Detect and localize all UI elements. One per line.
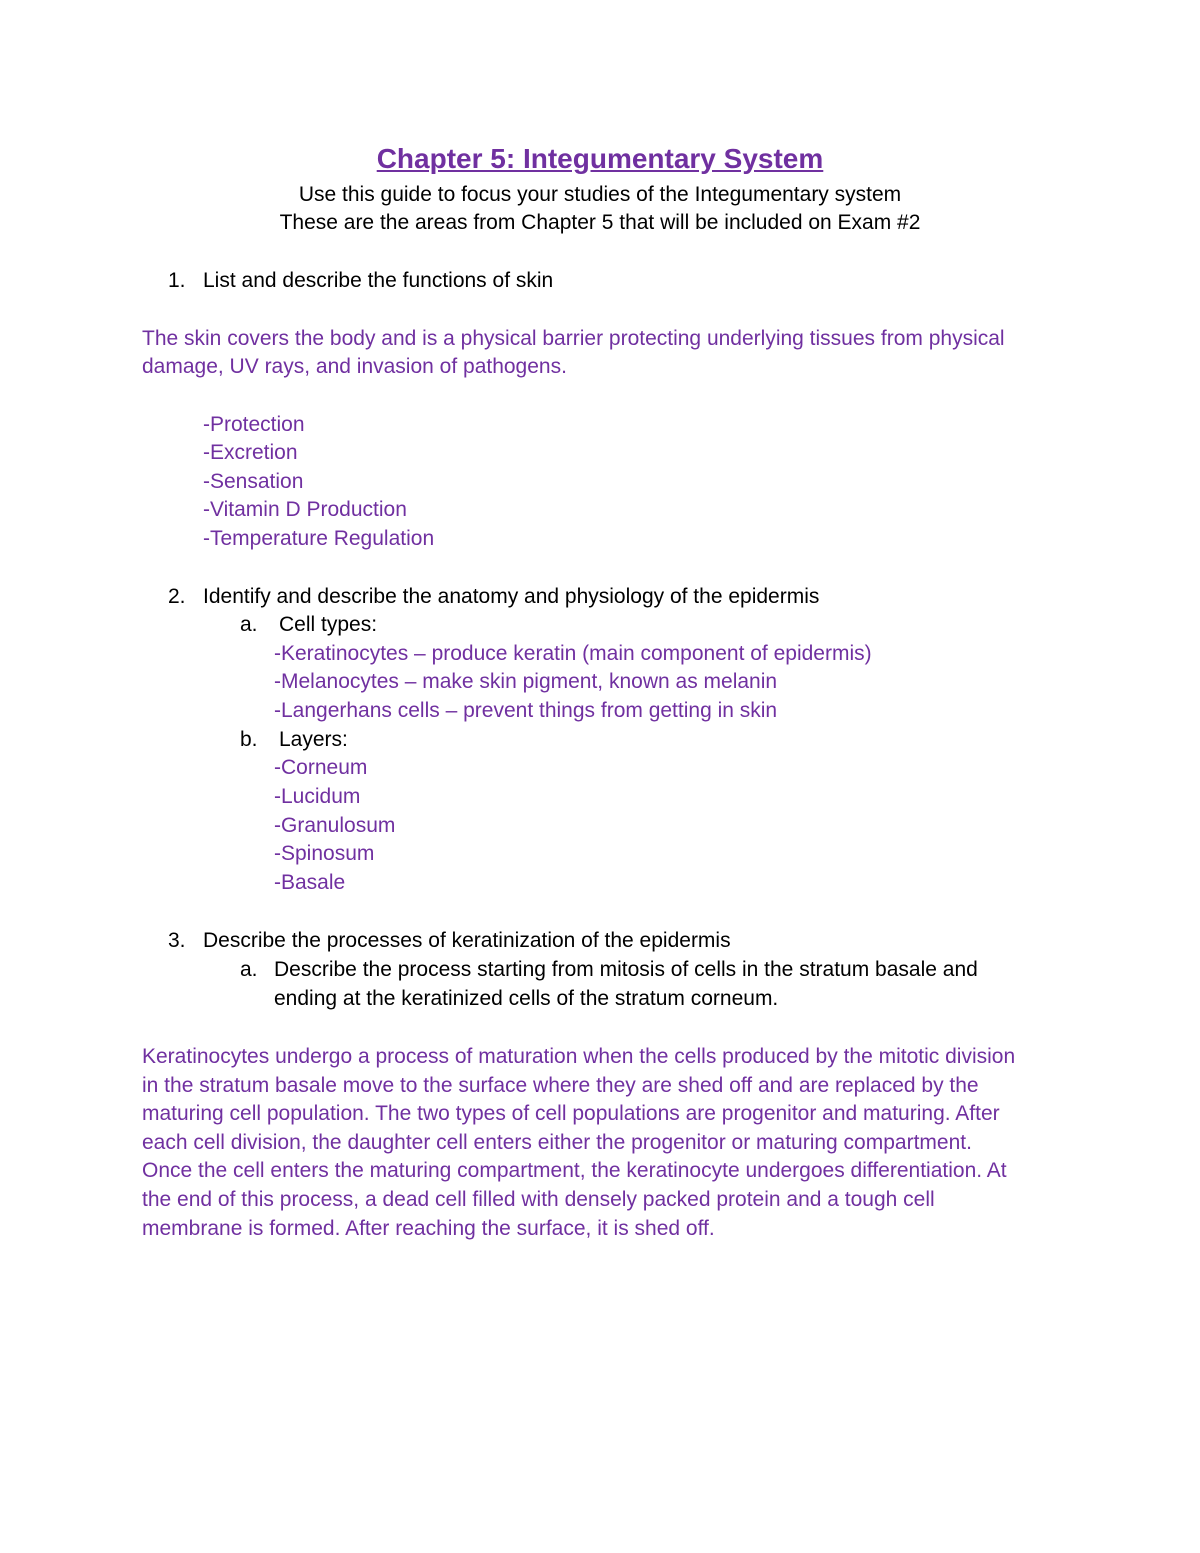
q3-answer-paragraph	[142, 1043, 1062, 1243]
intro-line-2: These are the areas from Chapter 5 that will be included on Exam #2	[279, 211, 921, 234]
cell-type-item: -Keratinocytes – produce keratin (main component of epidermis)	[274, 642, 872, 665]
q3-answer-line: maturing cell population. The two types of cell populations are progenitor and maturing. After	[142, 1102, 1000, 1126]
q3-answer-line: each cell division, the daughter cell enters either the progenitor or maturing compartment.	[142, 1130, 972, 1154]
q2-text: Identify and describe the anatomy and physiology of the epidermis	[203, 585, 820, 608]
q3a-line-2: ending at the keratinized cells of the stratum corneum.	[274, 987, 779, 1010]
q3-number: 3.	[168, 929, 186, 952]
q3a-line-1: Describe the process starting from mitosis of cells in the stratum basale and	[274, 958, 978, 981]
q2b-letter: b.	[240, 728, 258, 751]
function-item: -Vitamin D Production	[203, 498, 407, 521]
q1-text: List and describe the functions of skin	[203, 269, 554, 292]
function-item: -Sensation	[203, 470, 304, 493]
layer-item: -Basale	[274, 871, 346, 894]
function-item: -Excretion	[203, 441, 298, 464]
q3-answer-line: Keratinocytes undergo a process of maturation when the cells produced by the mitotic division	[142, 1045, 1016, 1068]
layer-item: -Corneum	[274, 756, 368, 779]
q3a-letter: a.	[240, 958, 258, 981]
q2-number: 2.	[168, 585, 186, 608]
q3-answer-line: Once the cell enters the maturing compartment, the keratinocyte undergoes differentiation. At	[142, 1159, 1007, 1183]
q2b-label: Layers:	[279, 728, 348, 751]
function-item: -Protection	[203, 413, 305, 436]
function-item: -Temperature Regulation	[203, 527, 435, 550]
q3-answer-line: membrane is formed. After reaching the surface, it is shed off.	[142, 1216, 715, 1240]
layer-item: -Granulosum	[274, 814, 396, 837]
q3-text: Describe the processes of keratinization of the epidermis	[203, 929, 731, 952]
page-title: Chapter 5: Integumentary System	[376, 143, 824, 174]
layer-item: -Lucidum	[274, 785, 361, 808]
q3-answer-line: in the stratum basale move to the surface where they are shed off and are replaced by the	[142, 1073, 979, 1097]
intro-line-1: Use this guide to focus your studies of the Integumentary system	[298, 183, 902, 206]
cell-type-item: -Langerhans cells – prevent things from getting in skin	[274, 699, 778, 722]
cell-type-item: -Melanocytes – make skin pigment, known as melanin	[274, 670, 778, 693]
layer-item: -Spinosum	[274, 842, 375, 865]
q2a-letter: a.	[240, 613, 258, 636]
q1-answer-line-1: The skin covers the body and is a physical barrier protecting underlying tissues from physical	[142, 327, 1005, 350]
q1-answer-line-2: damage, UV rays, and invasion of pathogens.	[142, 355, 567, 378]
q2a-label: Cell types:	[279, 613, 378, 636]
q1-number: 1.	[168, 269, 186, 292]
q3-answer-line: the end of this process, a dead cell filled with densely packed protein and a tough cell	[142, 1187, 935, 1211]
